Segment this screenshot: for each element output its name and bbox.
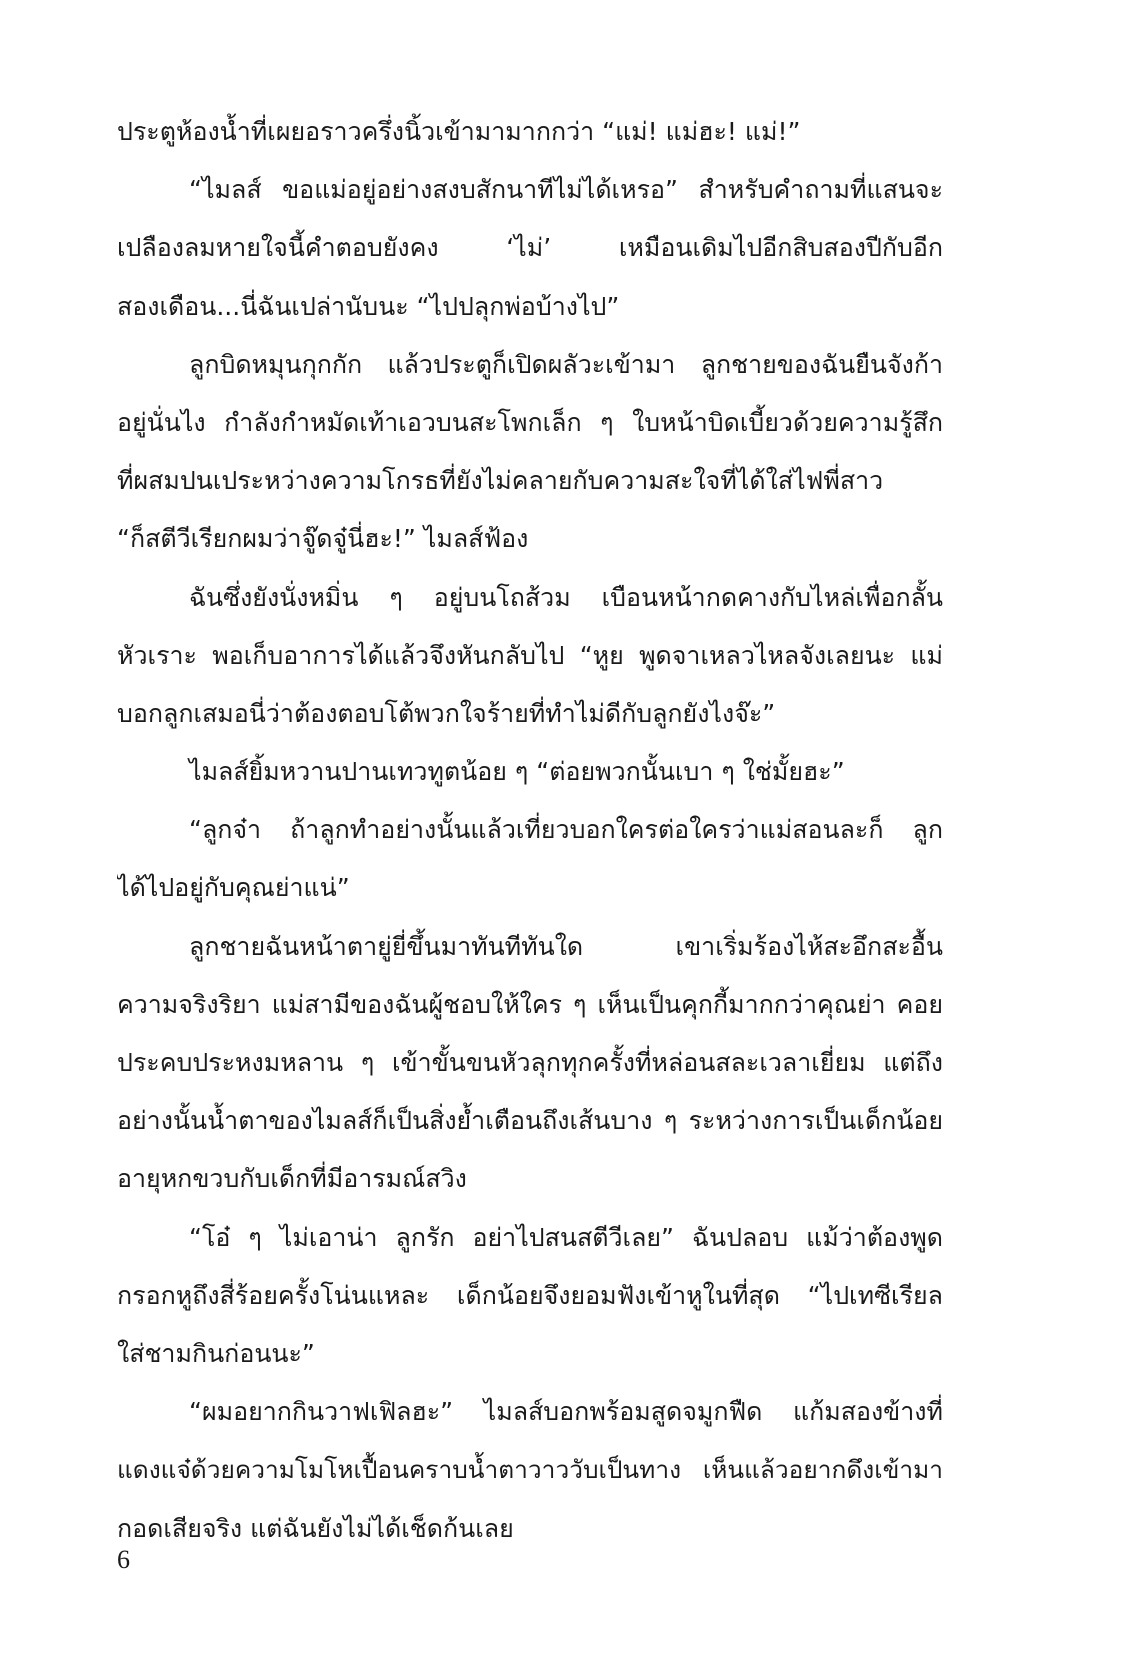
text-line: ประตูห้องน้ำที่เผยอราวครึ่งนิ้วเข้ามามากกว่า “แม่! แม่ฮะ! แม่!”	[117, 117, 801, 146]
text-line: อยู่นั่นไง กำลังกำหมัดเท้าเอวบนสะโพกเล็ก ๆ ใบหน้าบิดเบี้ยวด้วยความรู้สึก	[117, 407, 943, 437]
text-line: “ผมอยากกินวาฟเฟิลฮะ” ไมลส์บอกพร้อมสูดจมูกฟืด แก้มสองข้างที่	[189, 1397, 943, 1427]
body-text	[117, 103, 943, 1558]
text-line: ฉันซึ่งยังนั่งหมิ่น ๆ อยู่บนโถส้วม เบือนหน้ากดคางกับไหล่เพื่อกลั้น	[189, 582, 943, 612]
text-line: บอกลูกเสมอนี่ว่าต้องตอบโต้พวกใจร้ายที่ทำไม่ดีกับลูกยังไงจ๊ะ”	[117, 698, 776, 728]
text-line: หัวเราะ พอเก็บอาการได้แล้วจึงหันกลับไป “หูย พูดจาเหลวไหลจังเลยนะ แม่	[117, 640, 943, 670]
text-line: ลูกบิดหมุนกุกกัก แล้วประตูก็เปิดผลัวะเข้ามา ลูกชายของฉันยืนจังก้า	[189, 349, 943, 379]
text-line: ได้ไปอยู่กับคุณย่าแน่”	[117, 873, 350, 903]
text-line: “โอ๋ ๆ ไม่เอาน่า ลูกรัก อย่าไปสนสตีวีเลย” ฉันปลอบ แม้ว่าต้องพูด	[189, 1222, 943, 1252]
text-line: ใส่ชามกินก่อนนะ”	[117, 1338, 315, 1368]
text-line: กรอกหูถึงสี่ร้อยครั้งโน่นแหละ เด็กน้อยจึงยอมฟังเข้าหูในที่สุด “ไปเทซีเรียล	[117, 1280, 943, 1310]
text-line: อายุหกขวบกับเด็กที่มีอารมณ์สวิง	[117, 1164, 467, 1194]
text-line: ที่ผสมปนเประหว่างความโกรธที่ยังไม่คลายกับความสะใจที่ได้ใส่ไฟพี่สาว	[117, 466, 884, 496]
text-line: ความจริงริยา แม่สามีของฉันผู้ชอบให้ใคร ๆ เห็นเป็นคุกกี้มากกว่าคุณย่า คอย	[117, 989, 943, 1019]
text-line: “ลูกจ๋า ถ้าลูกทำอย่างนั้นแล้วเที่ยวบอกใครต่อใครว่าแม่สอนละก็ ลูก	[189, 815, 943, 845]
page-number: 6	[117, 1545, 130, 1574]
text-line: “ไมลส์ ขอแม่อยู่อย่างสงบสักนาทีไม่ได้เหรอ” สำหรับคำถามที่แสนจะ	[189, 175, 943, 205]
text-line: อย่างนั้นน้ำตาของไมลส์ก็เป็นสิ่งย้ำเตือนถึงเส้นบาง ๆ ระหว่างการเป็นเด็กน้อย	[117, 1106, 943, 1136]
text-line: ประคบประหงมหลาน ๆ เข้าขั้นขนหัวลุกทุกครั้งที่หล่อนสละเวลาเยี่ยม แต่ถึง	[117, 1048, 943, 1077]
text-line: ลูกชายฉันหน้าตายู่ยี่ขึ้นมาทันทีทันใด เขาเริ่มร้องไห้สะอึกสะอื้น	[189, 931, 943, 961]
text-line: เปลืองลมหายใจนี้คำตอบยังคง ‘ไม่’ เหมือนเดิมไปอีกสิบสองปีกับอีก	[117, 233, 943, 263]
text-line: สองเดือน...นี่ฉันเปล่านับนะ “ไปปลุกพ่อบ้างไป”	[117, 291, 620, 321]
text-line: แดงแจ๋ด้วยความโมโหเปื้อนคราบน้ำตาวาววับเป็นทาง เห็นแล้วอยากดึงเข้ามา	[117, 1455, 943, 1485]
text-line: ไมลส์ยิ้มหวานปานเทวทูตน้อย ๆ “ต่อยพวกนั้นเบา ๆ ใช่มั้ยฮะ”	[189, 757, 845, 787]
text-line: กอดเสียจริง แต่ฉันยังไม่ได้เช็ดก้นเลย	[117, 1513, 514, 1543]
text-line: “ก็สตีวีเรียกผมว่าจู๊ดจู๋นี่ฮะ!” ไมลส์ฟ้อง	[117, 524, 529, 554]
